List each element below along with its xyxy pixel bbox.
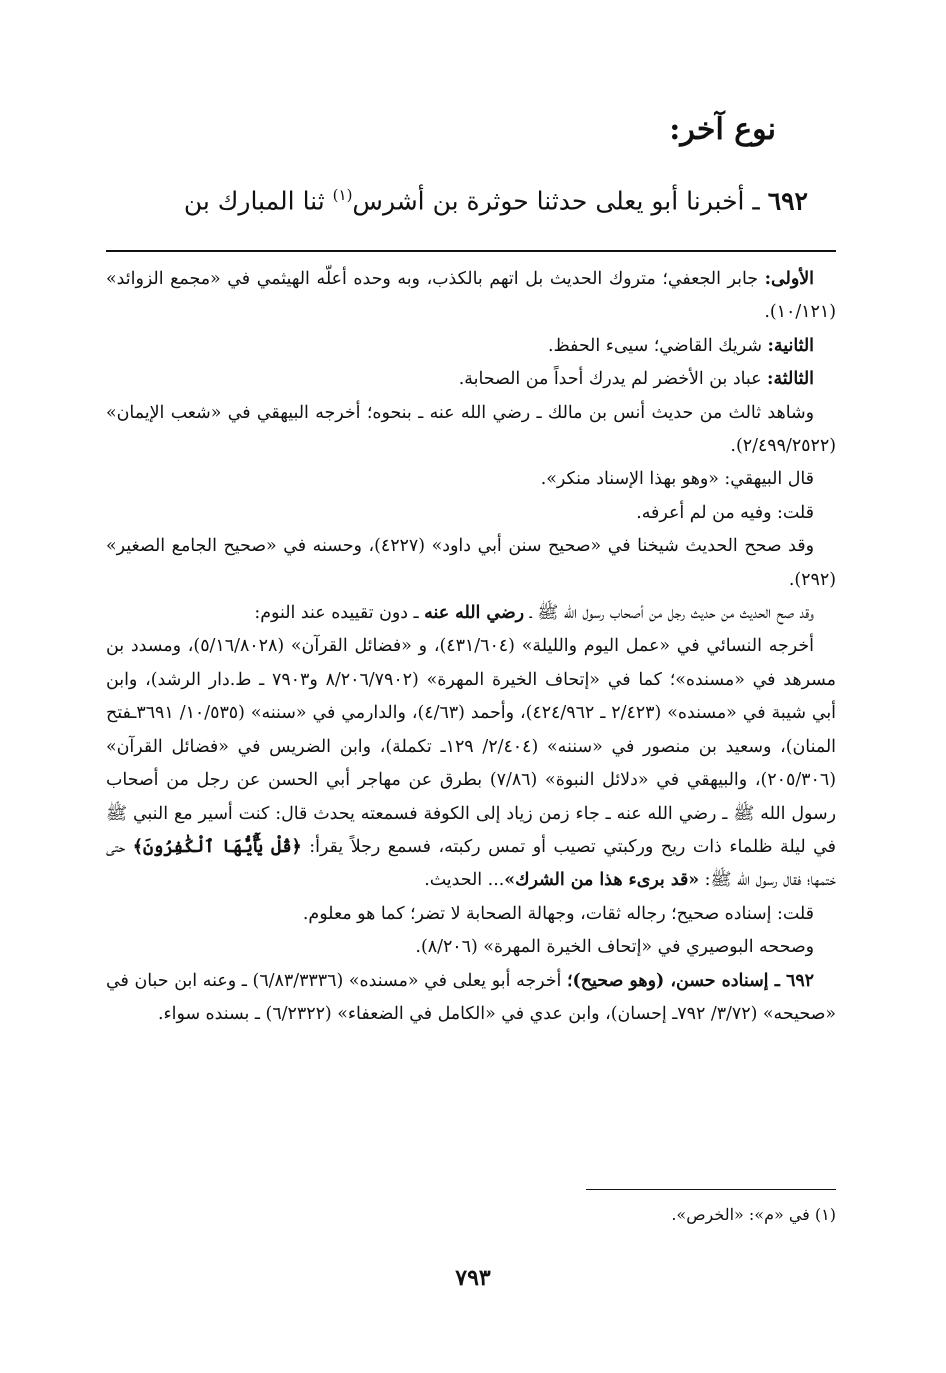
note-label: الأولى:: [764, 269, 814, 289]
note-bold: رضي الله عنه: [424, 603, 525, 624]
note-text: ـ دون تقييده عند النوم:: [254, 603, 425, 624]
note-text: أخرجه النسائي في «عمل اليوم والليلة» (٤٣١/٦٠٤)، و «فضائل القرآن» (٥/١٦/٨٠٢٨)، ومسدد بن مسرهد في «مسنده»؛ كما في «إتحاف الخيرة المهرة» (٨/٢٠٦/٧٩٠٢ و٧٩٠٣ ـ ط.دار الرشد)، وابن أبي شيبة في «مسنده» (٢/٤٢٣ ـ ٤٢٤/٩٦٢)، وأحمد (٤/٦٣)، والدارمي في «سننه» (١٠/٥٣٥/ ٣٦٩١ـفتح المنان)، وسعيد بن منصور في «سننه» (٢/٤٠٤/ ١٢٩ـ تكملة)، وابن الضريس في «فضائل القرآن» (٢٠٥/٣٠٦)، والبيهقي في «دلائل النبوة» (٧/٨٦) بطرق عن مهاجر أبي الحسن عن رجل من أصحاب رسول الله ﷺ ـ رضي الله عنه ـ جاء زمن زياد إلى الكوفة فسمعته يحدث قال: كنت أسير مع النبي ﷺ في ليلة ظلماء ذات ريح وركبتي تصيب أو تمس ركبته، فسمع رجلاً يقرأ:: [106, 636, 837, 857]
note-paragraph: [106, 965, 836, 1032]
note-paragraph: وصححه البوصيري في «إتحاف الخيرة المهرة» (٨/٢٠٦).: [415, 937, 814, 958]
note-paragraph: وشاهد ثالث من حديث أنس بن مالك ـ رضي الله عنه ـ بنحوه؛ أخرجه البيهقي في «شعب الإيمان» (٢/٤٩٩/٢٥٢٢).: [106, 402, 836, 457]
note-paragraph: [106, 630, 836, 897]
hadith-text: [90, 186, 808, 215]
note-label: الثانية:: [767, 335, 814, 356]
hadith-text-part2: ثنا المبارك بن: [183, 186, 333, 216]
note-paragraph: [106, 597, 836, 630]
page-number: ٧٩٣: [455, 1265, 491, 1291]
hadith-text-part1: ـ أخبرنا أبو يعلى حدثنا حوثرة بن أشرس: [352, 186, 760, 216]
note-paragraph: [106, 363, 836, 396]
quran-verse: ﴿قُلْ يَٰٓأَيُّهَا ٱلْكَٰفِرُونَ﴾: [132, 836, 302, 857]
note-text: أخرجه أبو يعلى في «مسنده» (٦/٨٣/٣٣٣٦) ـ وعنه ابن حبان في «صحيحه» (٣/٧٢/ ٧٩٢ـ إحسان)، وابن عدي في «الكامل في الضعفاء» (٦/٢٣٢٢) ـ بسنده سواء.: [106, 970, 836, 1024]
note-bold: إسناده حسن، (وهو صحيح)؛: [567, 970, 775, 991]
note-text: حتى ختمها؛ فقال رسول الله ﷺ:: [106, 836, 836, 891]
prophetic-quote: «قد برىء هذا من الشرك»: [504, 870, 700, 891]
footnote: (١) في «م»: «الخرص».: [671, 1205, 836, 1224]
note-paragraph: قال البيهقي: «وهو بهذا الإسناد منكر».: [540, 469, 814, 490]
note-paragraph: قلت: إسناده صحيح؛ رجاله ثقات، وجهالة الصحابة لا تضر؛ كما هو معلوم.: [302, 903, 814, 924]
note-text: عباد بن الأخضر لم يدرك أحداً من الصحابة.: [458, 369, 768, 390]
divider: [106, 250, 836, 252]
note-paragraph: [106, 330, 836, 363]
note-paragraph: وقد صحح الحديث شيخنا في «صحيح سنن أبي داود» (٤٢٢٧)، وحسنه في «صحيح الجامع الصغير» (٢٩٢).: [106, 536, 836, 590]
note-label: الثالثة:: [767, 369, 814, 390]
hadith-number: ٦٩٢: [767, 186, 808, 216]
note-paragraph: قلت: وفيه من لم أعرفه.: [636, 502, 814, 523]
footnote-divider: [586, 1189, 836, 1190]
commentary-notes: [106, 263, 836, 1031]
section-title: نوع آخر:: [669, 112, 776, 147]
note-text: شريك القاضي؛ سيىء الحفظ.: [548, 335, 768, 356]
note-text: وقد صح الحديث من حديث رجل من أصحاب رسول الله ﷺ ـ: [524, 603, 814, 624]
note-text: ... الحديث.: [424, 870, 505, 891]
footnote-ref: (١): [332, 186, 353, 204]
note-number: ٦٩٢ ـ: [774, 970, 815, 991]
note-paragraph: [106, 263, 836, 330]
note-text: جابر الجعفي؛ متروك الحديث بل اتهم بالكذب، وبه وحده أعلّه الهيثمي في «مجمع الزوائد» (١٠/١٢١).: [106, 269, 836, 323]
